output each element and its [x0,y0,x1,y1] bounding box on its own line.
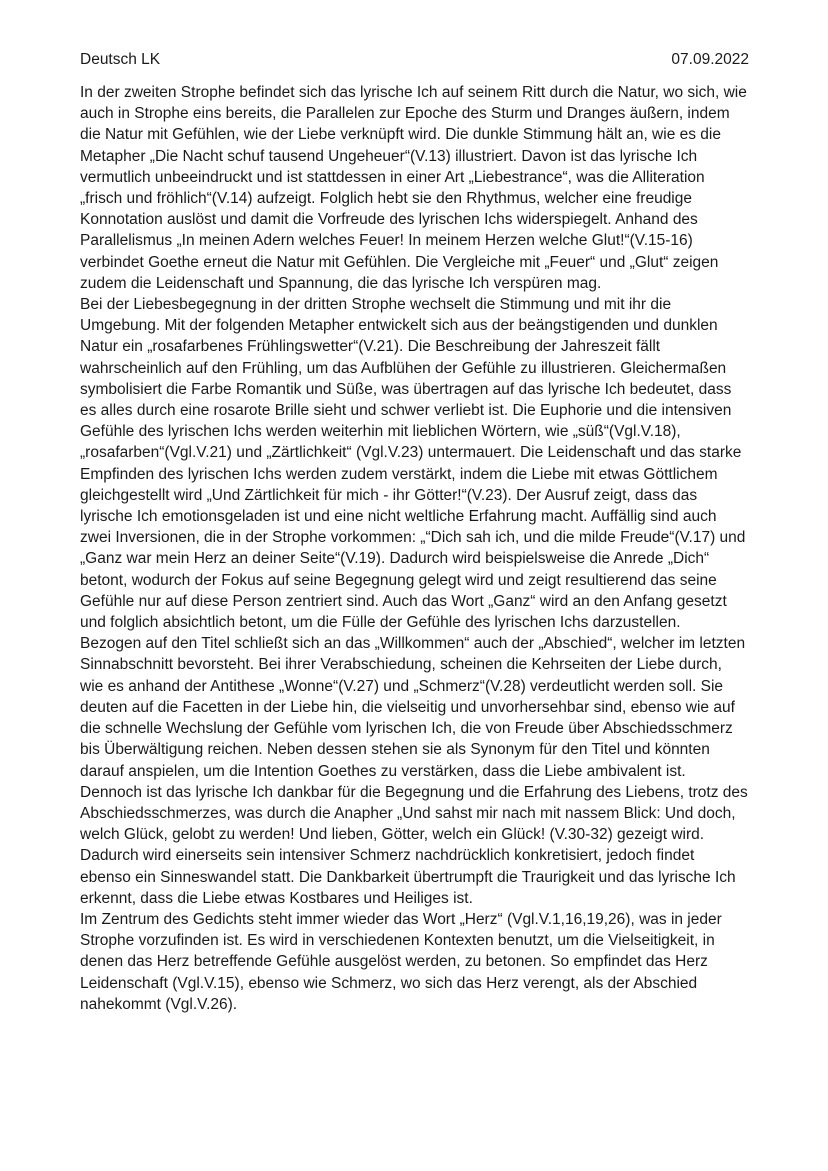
document-page [80,49,749,1015]
paragraph-abschied: Bezogen auf den Titel schließt sich an das „Willkommen“ auch der „Abschied“, welcher im letzten Sinnabschnitt bevorsteht. Bei ihrer Verabschiedung, scheinen die Kehrseiten der Liebe durch, wie es anhand der Antithese „Wonne“(V.27) und „Schmerz“(V.28) verdeutlicht werden soll. Sie deuten auf die Facetten in der Liebe hin, die vielseitig und unvorhersehbar sind, ebenso wie auf die schnelle Wechslung der Gefühle vom lyrischen Ich, die von Freude über Abschiedsschmerz bis Überwältigung reichen. Neben dessen stehen sie als Synonym für den Titel und könnten darauf anspielen, um die Intention Goethes zu verstärken, dass die Liebe ambivalent ist. Dennoch ist das lyrische Ich dankbar für die Begegnung und die Erfahrung des Liebens, trotz des Abschiedsschmerzes, was durch die Anapher „Und sahst mir nach mit nassem Blick: Und doch, welch Glück, gelobt zu werden! Und lieben, Götter, welch ein Glück! (V.30-32) gezeigt wird. Dadurch wird einerseits sein intensiver Schmerz nachdrücklich konkretisiert, jedoch findet ebenso ein Sinneswandel statt. Die Dankbarkeit übertrumpft die Traurigkeit und das lyrische Ich erkennt, dass die Liebe etwas Kostbares und Heiliges ist. [80,635,748,907]
document-header [80,49,749,70]
paragraph-strophe-2: In der zweiten Strophe befindet sich das lyrische Ich auf seinem Ritt durch die Natur, wo sich, wie auch in Strophe eins bereits, die Parallelen zur Epoche des Sturm und Dranges äußern, indem die Natur mit Gefühlen, wie der Liebe verknüpft wird. Die dunkle Stimmung hält an, wie es die Metapher „Die Nacht schuf tausend Ungeheuer“(V.13) illustriert. Davon ist das lyrische Ich vermutlich unbeeindruckt und ist stattdessen in einer Art „Liebestrance“, was die Alliteration „frisch und fröhlich“(V.14) aufzeigt. Folglich hebt sie den Rhythmus, welcher eine freudige Konnotation auslöst und damit die Vorfreude des lyrischen Ichs widerspiegelt. Anhand des Parallelismus „In meinen Adern welches Feuer! In meinem Herzen welche Glut!“(V.15-16) verbindet Goethe erneut die Natur mit Gefühlen. Die Vergleiche mit „Feuer“ und „Glut“ zeigen zudem die Leidenschaft und Spannung, die das lyrische Ich verspüren mag. [80,84,747,292]
subject-label: Deutsch LK [80,51,161,68]
document-body [80,82,749,1015]
paragraph-herz: Im Zentrum des Gedichts steht immer wieder das Wort „Herz“ (Vgl.V.1,16,19,26), was in jeder Strophe vorzufinden ist. Es wird in verschiedenen Kontexten benutzt, um die Vielseitigkeit, in denen das Herz betreffende Gefühle ausgelöst werden, zu betonen. So empfindet das Herz Leidenschaft (Vgl.V.15), ebenso wie Schmerz, wo sich das Herz verengt, als der Abschied nahekommt (Vgl.V.26). [80,910,722,1013]
date-label: 07.09.2022 [671,51,749,68]
paragraph-strophe-3: Bei der Liebesbegegnung in der dritten Strophe wechselt die Stimmung und mit ihr die Umgebung. Mit der folgenden Metapher entwickelt sich aus der beängstigenden und dunklen Natur ein „rosafarbenes Frühlingswetter“(V.21). Die Beschreibung der Jahreszeit fällt wahrscheinlich auf den Frühling, um das Aufblühen der Gefühle zu illustrieren. Gleichermaßen symbolisiert die Farbe Romantik und Süße, was übertragen auf das lyrische Ich bedeutet, dass es alles durch eine rosarote Brille sieht und schwer verliebt ist. Die Euphorie und die intensiven Gefühle des lyrischen Ichs werden weiterhin mit lieblichen Wörtern, wie „süß“(Vgl.V.18), „rosafarben“(Vgl.V.21) und „Zärtlichkeit“ (Vgl.V.23) untermauert. Die Leidenschaft und das starke Empfinden des lyrischen Ichs werden zudem verstärkt, indem die Liebe mit etwas Göttlichem gleichgestellt wird „Und Zärtlichkeit für mich - ihr Götter!“(V.23). Der Ausruf zeigt, dass das lyrische Ich emotionsgeladen ist und eine nicht weltliche Erfahrung macht. Auffällig sind auch zwei Inversionen, die in der Strophe vorkommen: „“Dich sah ich, und die milde Freude“(V.17) und „Ganz war mein Herz an deiner Seite“(V.19). Dadurch wird beispielsweise die Anrede „Dich“ betont, wodurch der Fokus auf seine Begegnung gelegt wird und zeigt resultierend das seine Gefühle nur auf diese Person zentriert sind. Auch das Wort „Ganz“ wird an den Anfang gesetzt und folglich absichtlich betont, um die Fülle der Gefühle des lyrischen Ichs darzustellen. [80,296,746,632]
